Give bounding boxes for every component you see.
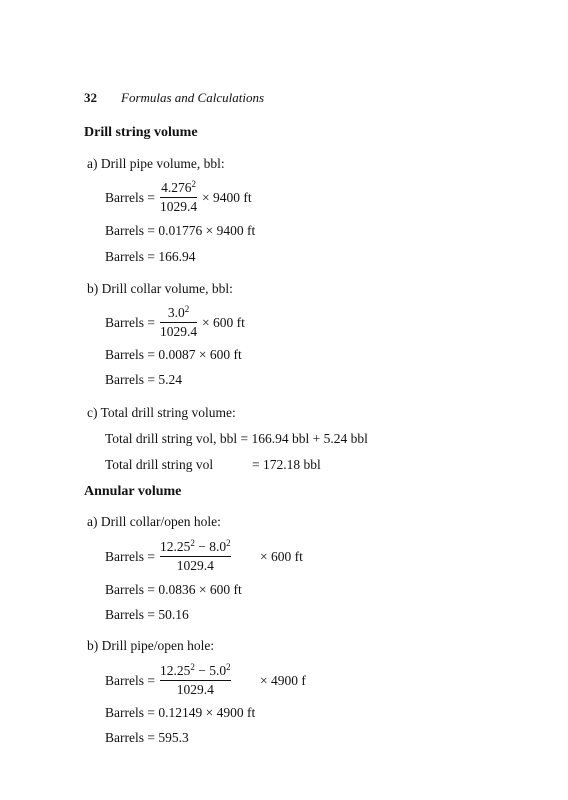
equation-rhs: × 4900 f [260, 673, 306, 688]
fraction-denominator: 1029.4 [176, 558, 214, 573]
section-heading-annular: Annular volume [84, 484, 182, 499]
fraction [160, 180, 197, 214]
equation-line: Barrels = 0.01776 × 9400 ft [105, 223, 256, 238]
equation-lhs: Barrels = [105, 673, 155, 688]
fraction-numerator: $3.0^2$ [167, 304, 190, 320]
equation-result: = 172.18 bbl [252, 457, 321, 472]
section-heading-drill-string: Drill string volume [84, 125, 198, 140]
fraction-numerator: 4.276$^2$ [161, 179, 196, 195]
equation-result: Barrels = 595.3 [105, 730, 189, 745]
item-label-pipe-open-hole: b) Drill pipe/open hole: [87, 638, 215, 653]
equation-rhs: × 600 ft [260, 549, 303, 564]
fraction-bar [160, 556, 231, 557]
fraction-denominator: 1029.4 [160, 324, 198, 339]
equation-rhs: × 600 ft [202, 315, 245, 330]
equation-result: Barrels = 50.16 [105, 607, 189, 622]
fraction [160, 539, 231, 573]
equation-line: Total drill string vol, bbl = 166.94 bbl + 5.24 bbl [105, 431, 368, 446]
fraction-bar [160, 197, 197, 198]
fraction-numerator: $12.25^2 - 8.0^2$ [160, 538, 231, 554]
fraction [160, 305, 197, 339]
equation-rhs: × 9400 ft [202, 190, 252, 205]
fraction-bar [160, 680, 231, 681]
item-label-drill-collar: b) Drill collar volume, bbl: [87, 281, 233, 296]
item-label-drill-pipe: a) Drill pipe volume, bbl: [87, 156, 225, 171]
item-label-total-drill-string: c) Total drill string volume: [87, 405, 236, 420]
equation-lhs: Barrels = [105, 315, 155, 330]
equation-line: Barrels = 0.0087 × 600 ft [105, 347, 242, 362]
page-number: 32 [84, 90, 97, 105]
equation-line: Barrels = 0.12149 × 4900 ft [105, 705, 256, 720]
fraction-denominator: 1029.4 [176, 682, 214, 697]
running-title: Formulas and Calculations [121, 90, 265, 105]
equation-result: Barrels = 5.24 [105, 372, 182, 387]
fraction-bar [160, 322, 197, 323]
equation-lhs: Barrels = [105, 549, 155, 564]
fraction-numerator: $12.25^2 - 5.0^2$ [160, 662, 231, 678]
equation-lhs: Barrels = [105, 190, 155, 205]
fraction-denominator: 1029.4 [160, 199, 198, 214]
fraction [160, 663, 231, 697]
equation-line: Barrels = 0.0836 × 600 ft [105, 582, 242, 597]
equation-line-left: Total drill string vol [105, 457, 214, 472]
item-label-collar-open-hole: a) Drill collar/open hole: [87, 514, 221, 529]
equation-result: Barrels = 166.94 [105, 249, 196, 264]
